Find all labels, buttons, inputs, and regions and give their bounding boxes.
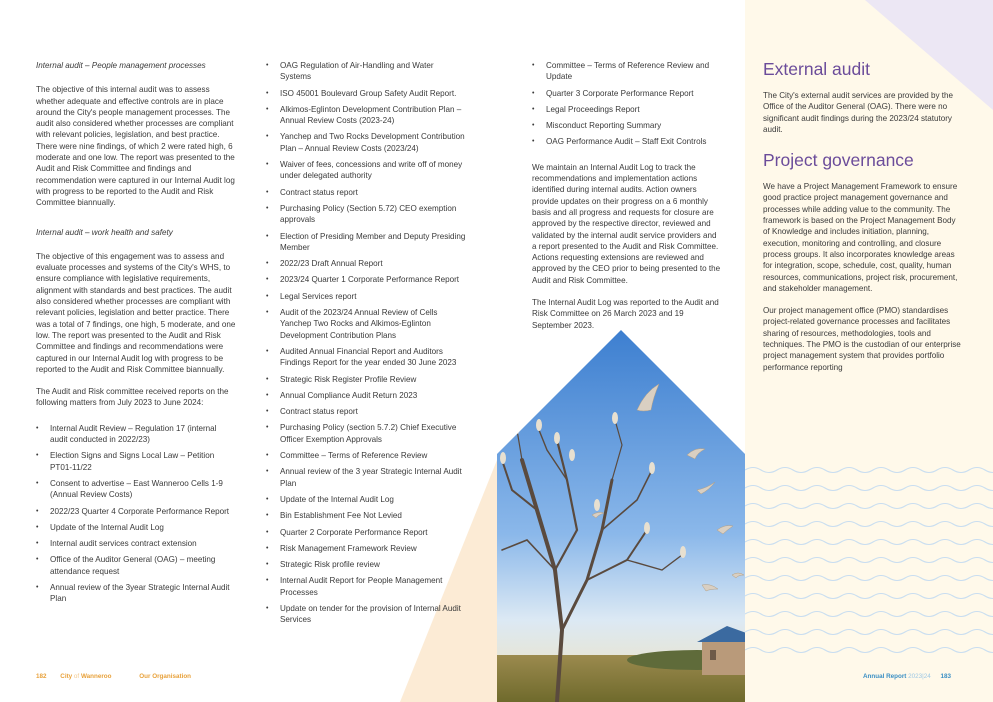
work-health-safety-text: The objective of this engagement was to assess and evaluate processes and systems of the City's WHS, to ensure compliance with legislative requirements, alignment with standards and best practices. The audit also considered whether processes are compliant with relevant policies, legislation and better practice. There was a total of 7 findings, one high, 5 moderate, and one low. The report was presented to the Audit and Risk Committee and findings and recommendations were captured in our Internal Audit log with progress to be reported to the Audit and Risk Committee biannually. — [36, 251, 236, 374]
list-item: • Internal Audit Report for People Management Processes — [266, 575, 466, 598]
list-item: • Quarter 2 Corporate Performance Report — [266, 527, 466, 538]
list-item: • Misconduct Reporting Summary — [532, 120, 722, 131]
reports-list-third — [532, 60, 722, 148]
list-item: • Waiver of fees, concessions and write off of money under delegated authority — [266, 159, 466, 182]
list-item: • Consent to advertise – East Wanneroo Cells 1-9 (Annual Review Costs) — [36, 478, 236, 501]
list-item: • Update on tender for the provision of Internal Audit Services — [266, 603, 466, 626]
reports-intro-text: The Audit and Risk committee received reports on the following matters from July 2023 to June 2024: — [36, 387, 229, 408]
third-column — [532, 60, 722, 342]
section-name: Our Organisation — [139, 673, 192, 680]
right-column — [763, 58, 963, 384]
list-item: • Internal Audit Review – Regulation 17 (internal audit conducted in 2022/23) — [36, 423, 236, 446]
project-governance-text-1: We have a Project Management Framework to ensure good practice project management governance and processes while adding value to the community. The framework is based on the Project Management Body of Knowledge and includes initiation, planning, execution, monitoring and controlling, and closure process groups. It also incorporates knowledge areas for integration, scope, schedule, cost, quality, human resources, communications, project risk, procurement, and stakeholder management. — [763, 182, 958, 293]
list-item: • Strategic Risk Register Profile Review — [266, 374, 466, 385]
page-number-left: 182 — [36, 673, 47, 680]
list-item: • 2022/23 Draft Annual Report — [266, 258, 466, 269]
project-governance-text-2: Our project management office (PMO) standardises project-related governance processes and facilitates sharing of resources, methodologies, tools and techniques. The PMO is the custodian of our enterprise project management system that provides portfolio performance reporting — [763, 306, 961, 372]
list-item: • Legal Proceedings Report — [532, 104, 722, 115]
list-item: • Update of the Internal Audit Log — [266, 494, 466, 505]
internal-audit-log-report-text: The Internal Audit Log was reported to the Audit and Risk Committee on 26 March 2023 and 19 September 2023. — [532, 298, 719, 330]
section-heading-work-health-safety: Internal audit – work health and safety — [36, 227, 173, 237]
list-item: • Bin Establishment Fee Not Levied — [266, 510, 466, 521]
reports-list-middle — [266, 60, 466, 626]
list-item: • Purchasing Policy (section 5.7.2) Chief Executive Officer Exemption Approvals — [266, 422, 466, 445]
list-item: • Audit of the 2023/24 Annual Review of Cells Yanchep Two Rocks and Alkimos-Eglinton Development Contribution Plans — [266, 307, 466, 341]
list-item: • OAG Performance Audit – Staff Exit Controls — [532, 136, 722, 147]
list-item: • 2022/23 Quarter 4 Corporate Performance Report — [36, 506, 236, 517]
list-item: • Internal audit services contract extension — [36, 538, 236, 549]
list-item: • Annual Compliance Audit Return 2023 — [266, 390, 466, 401]
list-item: • Risk Management Framework Review — [266, 543, 466, 554]
list-item: • Strategic Risk profile review — [266, 559, 466, 570]
list-item: • Quarter 3 Corporate Performance Report — [532, 88, 722, 99]
list-item: • ISO 45001 Boulevard Group Safety Audit Report. — [266, 88, 466, 99]
internal-audit-log-text: We maintain an Internal Audit Log to track the recommendations and implementation actions identified during internal audits. Action owners provide updates on their progress on a 6 monthly basis and all progress and requests for closure are approved by the respective director, reviewed and validated by the internal audit service providers and a report presented to the Audit and Risk Committee. Actions requesting extensions are reviewed and approved by the CEO prior to being presented to the Audit and Risk Committee. — [532, 162, 721, 285]
people-management-text: The objective of this internal audit was to assess whether adequate and effective controls are in place around the City's people management processes. The audit also considered whether processes are compliant with relevant policies, legislation, and best practice. There were nine findings, of which 2 were rated high, 6 moderate and one low. The report was presented to the Audit and Risk Committee and findings and recommendation were captured in our Internal Audit log with progress to be reported to the Audit and Risk Committee biannually. — [36, 85, 235, 208]
list-item: • Election Signs and Signs Local Law – Petition PT01-11/22 — [36, 450, 236, 473]
list-item: • Contract status report — [266, 406, 466, 417]
list-item: • Annual review of the 3 year Strategic Internal Audit Plan — [266, 466, 466, 489]
list-item: • 2023/24 Quarter 1 Corporate Performance Report — [266, 274, 466, 285]
reports-list-left — [36, 423, 236, 605]
footer-right — [863, 673, 951, 681]
list-item: • Election of Presiding Member and Deputy Presiding Member — [266, 231, 466, 254]
list-item: • Update of the Internal Audit Log — [36, 522, 236, 533]
section-heading-people-management: Internal audit – People management processes — [36, 61, 206, 70]
list-item: • Office of the Auditor General (OAG) – meeting attendance request — [36, 554, 236, 577]
project-governance-heading: Project governance — [763, 150, 914, 171]
annual-report-label: Annual Report 2023|24 — [863, 673, 931, 680]
left-column — [36, 60, 236, 610]
page-number-right: 183 — [940, 673, 952, 680]
middle-column — [266, 60, 466, 631]
external-audit-text: The City's external audit services are provided by the Office of the Auditor General (OAG). There were no significant audit findings during the 2023/24 statutory audit. — [763, 91, 954, 134]
list-item: • Purchasing Policy (Section 5.72) CEO exemption approvals — [266, 203, 466, 226]
list-item: • Audited Annual Financial Report and Auditors Findings Report for the year ended 30 June 2023 — [266, 346, 466, 369]
wave-pattern — [745, 468, 993, 653]
list-item: • Annual review of the 3year Strategic Internal Audit Plan — [36, 582, 236, 605]
list-item: • OAG Regulation of Air-Handling and Water Systems — [266, 60, 466, 83]
footer-left — [36, 673, 191, 681]
list-item: • Alkimos-Eglinton Development Contribution Plan – Annual Review Costs (2023-24) — [266, 104, 466, 127]
landscape-photo — [497, 330, 745, 702]
city-of-wanneroo-logo: City of Wanneroo — [60, 673, 112, 680]
list-item: • Legal Services report — [266, 291, 466, 302]
list-item: • Committee – Terms of Reference Review — [266, 450, 466, 461]
list-item: • Yanchep and Two Rocks Development Contribution Plan – Annual Review Costs (2023/24) — [266, 131, 466, 154]
list-item: • Contract status report — [266, 187, 466, 198]
external-audit-heading: External audit — [763, 59, 871, 79]
list-item: • Committee – Terms of Reference Review and Update — [532, 60, 722, 83]
